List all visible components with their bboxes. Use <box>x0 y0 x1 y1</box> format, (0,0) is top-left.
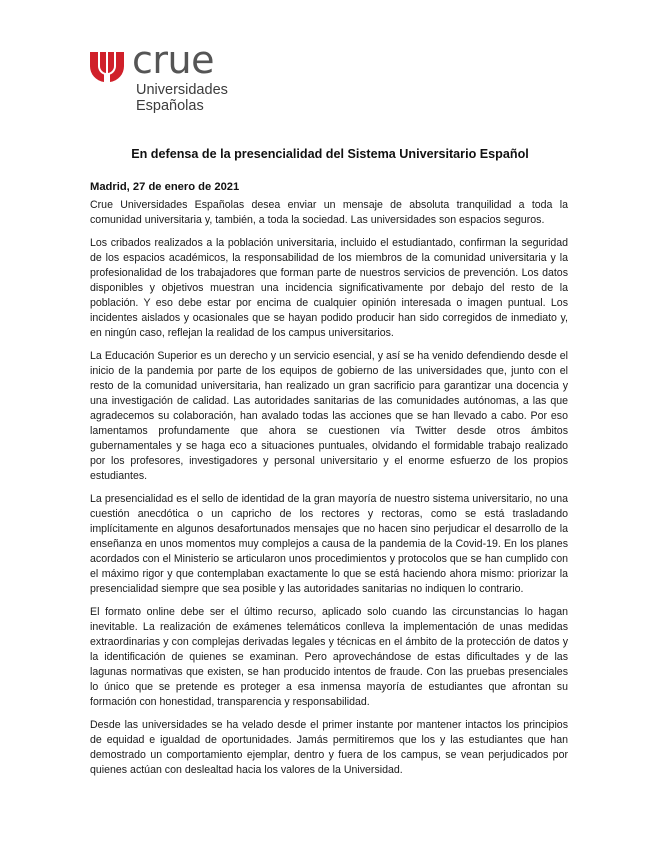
crue-subtitle-line2: Españolas <box>136 98 204 114</box>
crue-subtitle-line1: Universidades <box>136 82 228 98</box>
crue-subtitle <box>136 82 228 114</box>
crue-wordmark: crue <box>132 38 214 82</box>
paragraph: Desde las universidades se ha velado desde el primer instante por mantener intactos los principios de equidad e igualdad de oportunidades. Jamás permitiremos que los y las estudiantes que han demostrado un comportamiento ejemplar, dentro y fuera de los campus, se vean perjudicados por quienes actúan con deslealtad hacia los valores de la Universidad. <box>90 719 568 776</box>
paragraph: La Educación Superior es un derecho y un servicio esencial, y así se ha venido defendiendo desde el inicio de la pandemia por parte de los equipos de gobierno de las universidades que, junto con el resto de la comunidad universitaria, han realizado un gran sacrificio para garantizar una docencia y una investigación de calidad. Las autoridades sanitarias de las comunidades autónomas, a las que agradecemos su colaboración, han avalado todas las acciones que se han llevado a cabo. Por eso lamentamos profundamente que ahora se cuestionen vía Twitter desde otros ámbitos gubernamentales y se haga eco a situaciones puntuales, olvidando el formidable trabajo realizado por los profesores, investigadores y personal universitario y el enorme esfuerzo de los propios estudiantes. <box>90 350 568 482</box>
document-title: En defensa de la presencialidad del Sistema Universitario Español <box>131 147 529 161</box>
paragraph: El formato online debe ser el último recurso, aplicado solo cuando las circunstancias lo hagan inevitable. La realización de exámenes telemáticos conlleva la implementación de unas medidas extraordinarias y con complejas derivadas legales y técnicas en el ámbito de la protección de datos y la identificación de quienes se examinan. Pero aprovechándose de estas dificultades y de las lagunas normativas que existen, se han producido intentos de fraude. Con las pruebas presenciales lo único que se pretende es proteger a esa inmensa mayoría de estudiantes que afrontan su formación con honestidad, transparencia y responsabilidad. <box>90 606 568 708</box>
document-body <box>90 198 568 786</box>
paragraph: La presencialidad es el sello de identidad de la gran mayoría de nuestro sistema universitario, no una cuestión anecdótica o un capricho de los rectores y rectoras, como se está trasladando implícitamente en algunos desafortunados mensajes que no hacen sino perjudicar el desarrollo de la enseñanza en unos momentos muy complejos a causa de la pandemia de la Covid-19. En los planes acordados con el Ministerio se articularon unos procedimientos y protocolos que se han cumplido con el máximo rigor y que contemplaban exactamente lo que se está haciendo ahora mismo: priorizar la presencialidad siempre que sea posible y las autoridades sanitarias no indiquen lo contrario. <box>90 493 568 595</box>
crue-shield-icon <box>90 52 124 82</box>
paragraph: Los cribados realizados a la población universitaria, incluido el estudiantado, confirman la seguridad de los espacios académicos, la responsabilidad de los miembros de la comunidad universitaria y la profesionalidad de los trabajadores que forman parte de nuestros servicios de prevención. Los datos disponibles y objetivos muestran una incidencia significativamente por debajo del resto de la población. Y eso debe estar por encima de cualquier opinión interesada o imagen puntual. Los incidentes aislados y ocasionales que se hayan podido producir han sido corregidos de inmediato y, en ningún caso, reflejan la realidad de los campus universitarios. <box>90 237 568 339</box>
paragraph: Crue Universidades Españolas desea enviar un mensaje de absoluta tranquilidad a toda la comunidad universitaria y, también, a toda la sociedad. Las universidades son espacios seguros. <box>90 199 568 226</box>
crue-logo <box>90 38 290 120</box>
dateline: Madrid, 27 de enero de 2021 <box>90 181 240 193</box>
